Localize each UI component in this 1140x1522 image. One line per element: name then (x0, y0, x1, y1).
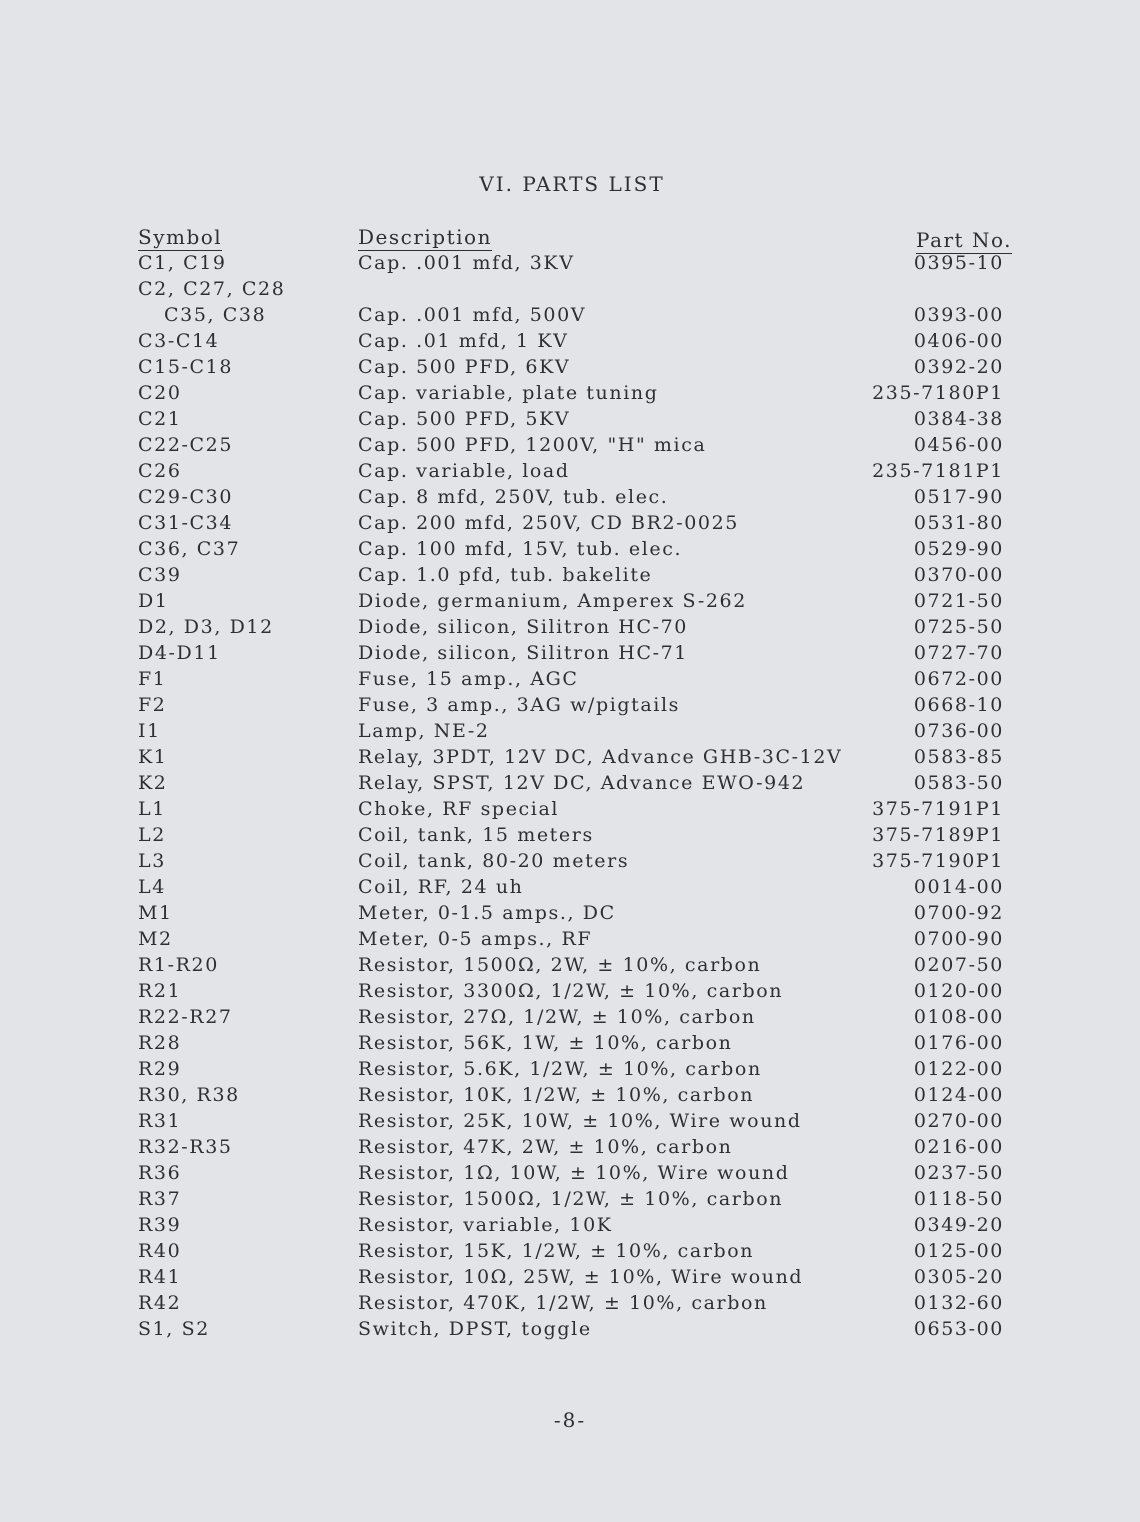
part-symbol: L3 (138, 850, 166, 872)
part-number: 0672-00 (913, 668, 1004, 690)
part-description: Cap. 500 PFD, 6KV (358, 356, 571, 378)
table-row (0, 614, 1140, 640)
part-symbol: M1 (138, 902, 173, 924)
part-description: Resistor, 1Ω, 10W, ± 10%, Wire wound (358, 1162, 790, 1184)
part-symbol: C35, C38 (164, 304, 267, 326)
part-symbol: C15-C18 (138, 356, 234, 378)
parts-table (0, 250, 1140, 1342)
table-row (0, 1186, 1140, 1212)
part-number: 0124-00 (913, 1084, 1004, 1106)
table-row (0, 1134, 1140, 1160)
table-row (0, 354, 1140, 380)
part-symbol: C2, C27, C28 (138, 278, 286, 300)
table-row (0, 744, 1140, 770)
part-number: 0727-70 (913, 642, 1004, 664)
part-description: Choke, RF special (358, 798, 560, 820)
part-number: 0700-92 (913, 902, 1004, 924)
part-number: 235-7181P1 (872, 460, 1004, 482)
table-row (0, 432, 1140, 458)
part-description: Resistor, 27Ω, 1/2W, ± 10%, carbon (358, 1006, 756, 1028)
part-symbol: R32-R35 (138, 1136, 233, 1158)
table-row (0, 666, 1140, 692)
part-number: 0700-90 (913, 928, 1004, 950)
part-number: 0725-50 (913, 616, 1004, 638)
part-symbol: R42 (138, 1292, 182, 1314)
part-number: 0349-20 (913, 1214, 1004, 1236)
part-symbol: D4-D11 (138, 642, 221, 664)
table-row (0, 1264, 1140, 1290)
part-number: 0132-60 (913, 1292, 1004, 1314)
table-row (0, 1056, 1140, 1082)
part-description: Relay, SPST, 12V DC, Advance EWO-942 (358, 772, 806, 794)
part-symbol: M2 (138, 928, 173, 950)
part-description: Diode, germanium, Amperex S-262 (358, 590, 747, 612)
part-number: 0653-00 (913, 1318, 1004, 1340)
part-number: 375-7191P1 (872, 798, 1004, 820)
part-symbol: C22-C25 (138, 434, 234, 456)
table-row (0, 692, 1140, 718)
part-symbol: D2, D3, D12 (138, 616, 274, 638)
table-row (0, 1004, 1140, 1030)
part-number: 0668-10 (913, 694, 1004, 716)
part-number: 0721-50 (913, 590, 1004, 612)
table-row (0, 562, 1140, 588)
part-symbol: R30, R38 (138, 1084, 240, 1106)
part-description: Lamp, NE-2 (358, 720, 490, 742)
part-symbol: R29 (138, 1058, 182, 1080)
part-description: Resistor, variable, 10K (358, 1214, 613, 1236)
part-number: 0531-80 (913, 512, 1004, 534)
part-number: 0014-00 (913, 876, 1004, 898)
part-number: 0237-50 (913, 1162, 1004, 1184)
table-row (0, 848, 1140, 874)
table-row (0, 796, 1140, 822)
table-row (0, 276, 1140, 302)
part-description: Resistor, 1500Ω, 1/2W, ± 10%, carbon (358, 1188, 784, 1210)
part-symbol: L1 (138, 798, 166, 820)
part-number: 0125-00 (913, 1240, 1004, 1262)
table-row (0, 458, 1140, 484)
part-number: 0736-00 (913, 720, 1004, 742)
part-description: Resistor, 25K, 10W, ± 10%, Wire wound (358, 1110, 802, 1132)
part-number: 0118-50 (913, 1188, 1004, 1210)
table-row (0, 900, 1140, 926)
part-description: Coil, RF, 24 uh (358, 876, 524, 898)
table-row (0, 588, 1140, 614)
part-number: 0216-00 (913, 1136, 1004, 1158)
table-row (0, 718, 1140, 744)
part-symbol: C26 (138, 460, 182, 482)
part-number: 0583-85 (913, 746, 1004, 768)
part-number: 0270-00 (913, 1110, 1004, 1132)
part-number: 375-7189P1 (872, 824, 1004, 846)
part-description: Resistor, 47K, 2W, ± 10%, carbon (358, 1136, 733, 1158)
part-number: 0393-00 (913, 304, 1004, 326)
part-number: 0207-50 (913, 954, 1004, 976)
part-symbol: C31-C34 (138, 512, 234, 534)
header-description: Description (358, 225, 492, 249)
part-symbol: L2 (138, 824, 166, 846)
part-number: 235-7180P1 (872, 382, 1004, 404)
part-symbol: I1 (138, 720, 161, 742)
part-number: 0176-00 (913, 1032, 1004, 1054)
part-description: Cap. variable, load (358, 460, 570, 482)
table-row (0, 328, 1140, 354)
table-row (0, 536, 1140, 562)
part-number: 0517-90 (913, 486, 1004, 508)
part-number: 0456-00 (913, 434, 1004, 456)
table-row (0, 1108, 1140, 1134)
part-symbol: K2 (138, 772, 168, 794)
table-row (0, 380, 1140, 406)
table-row (0, 1160, 1140, 1186)
part-symbol: C20 (138, 382, 182, 404)
part-description: Cap. 8 mfd, 250V, tub. elec. (358, 486, 669, 508)
part-description: Cap. 200 mfd, 250V, CD BR2-0025 (358, 512, 739, 534)
part-description: Resistor, 3300Ω, 1/2W, ± 10%, carbon (358, 980, 784, 1002)
part-description: Cap. 100 mfd, 15V, tub. elec. (358, 538, 683, 560)
part-number: 0583-50 (913, 772, 1004, 794)
part-description: Cap. .001 mfd, 500V (358, 304, 587, 326)
part-description: Cap. .01 mfd, 1 KV (358, 330, 569, 352)
table-row (0, 1316, 1140, 1342)
table-row (0, 1030, 1140, 1056)
part-description: Resistor, 470K, 1/2W, ± 10%, carbon (358, 1292, 768, 1314)
table-row (0, 484, 1140, 510)
part-description: Resistor, 10Ω, 25W, ± 10%, Wire wound (358, 1266, 804, 1288)
part-description: Switch, DPST, toggle (358, 1318, 592, 1340)
part-description: Cap. 500 PFD, 1200V, "H" mica (358, 434, 707, 456)
part-symbol: C21 (138, 408, 182, 430)
table-row (0, 926, 1140, 952)
part-description: Resistor, 56K, 1W, ± 10%, carbon (358, 1032, 733, 1054)
part-number: 0122-00 (913, 1058, 1004, 1080)
part-description: Meter, 0-5 amps., RF (358, 928, 593, 950)
part-symbol: R37 (138, 1188, 182, 1210)
table-row (0, 640, 1140, 666)
part-description: Cap. 1.0 pfd, tub. bakelite (358, 564, 653, 586)
part-symbol: R40 (138, 1240, 182, 1262)
part-description: Coil, tank, 15 meters (358, 824, 594, 846)
part-description: Resistor, 10K, 1/2W, ± 10%, carbon (358, 1084, 755, 1106)
table-row (0, 406, 1140, 432)
table-row (0, 1238, 1140, 1264)
table-row (0, 250, 1140, 276)
part-description: Resistor, 5.6K, 1/2W, ± 10%, carbon (358, 1058, 762, 1080)
part-description: Relay, 3PDT, 12V DC, Advance GHB-3C-12V (358, 746, 843, 768)
table-row (0, 874, 1140, 900)
part-symbol: R41 (138, 1266, 182, 1288)
part-description: Meter, 0-1.5 amps., DC (358, 902, 616, 924)
part-description: Coil, tank, 80-20 meters (358, 850, 630, 872)
table-row (0, 770, 1140, 796)
part-description: Cap. 500 PFD, 5KV (358, 408, 571, 430)
part-symbol: C1, C19 (138, 252, 227, 274)
part-number: 0384-38 (913, 408, 1004, 430)
table-row (0, 1290, 1140, 1316)
part-description: Fuse, 3 amp., 3AG w/pigtails (358, 694, 681, 716)
part-number: 0529-90 (913, 538, 1004, 560)
part-description: Fuse, 15 amp., AGC (358, 668, 579, 690)
part-symbol: K1 (138, 746, 168, 768)
part-number: 0108-00 (913, 1006, 1004, 1028)
header-symbol: Symbol (138, 225, 223, 249)
page-number: -8- (553, 1408, 587, 1432)
part-symbol: S1, S2 (138, 1318, 210, 1340)
part-symbol: C36, C37 (138, 538, 241, 560)
part-number: 0406-00 (913, 330, 1004, 352)
table-row (0, 978, 1140, 1004)
part-symbol: F2 (138, 694, 167, 716)
part-symbol: C29-C30 (138, 486, 234, 508)
part-number: 0395-10 (913, 252, 1004, 274)
part-symbol: C39 (138, 564, 182, 586)
table-row (0, 1082, 1140, 1108)
part-description: Cap. .001 mfd, 3KV (358, 252, 575, 274)
header-part-no: Part No. (916, 228, 1012, 252)
table-row (0, 302, 1140, 328)
table-row (0, 822, 1140, 848)
part-symbol: R1-R20 (138, 954, 219, 976)
part-symbol: R31 (138, 1110, 182, 1132)
part-number: 0370-00 (913, 564, 1004, 586)
part-description: Cap. variable, plate tuning (358, 382, 659, 404)
part-description: Diode, silicon, Silitron HC-70 (358, 616, 688, 638)
part-symbol: R28 (138, 1032, 182, 1054)
part-symbol: C3-C14 (138, 330, 220, 352)
part-description: Resistor, 1500Ω, 2W, ± 10%, carbon (358, 954, 762, 976)
part-symbol: R36 (138, 1162, 182, 1184)
table-row (0, 510, 1140, 536)
part-symbol: R21 (138, 980, 182, 1002)
part-symbol: R39 (138, 1214, 182, 1236)
part-symbol: D1 (138, 590, 169, 612)
part-symbol: L4 (138, 876, 166, 898)
part-number: 0305-20 (913, 1266, 1004, 1288)
part-description: Resistor, 15K, 1/2W, ± 10%, carbon (358, 1240, 755, 1262)
part-number: 0392-20 (913, 356, 1004, 378)
table-row (0, 1212, 1140, 1238)
part-symbol: F1 (138, 668, 167, 690)
part-description: Diode, silicon, Silitron HC-71 (358, 642, 688, 664)
part-number: 375-7190P1 (872, 850, 1004, 872)
part-symbol: R22-R27 (138, 1006, 233, 1028)
part-number: 0120-00 (913, 980, 1004, 1002)
page-title: VI. PARTS LIST (479, 172, 665, 196)
table-row (0, 952, 1140, 978)
